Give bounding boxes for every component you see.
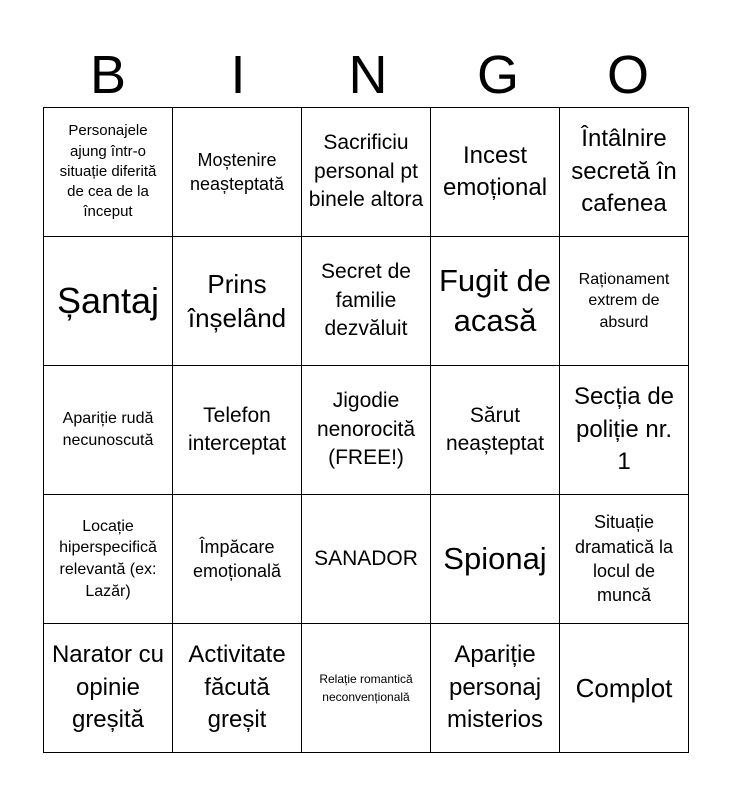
bingo-cell[interactable] [560,108,689,237]
cell-text: Incest emoțional [442,141,548,201]
cell-text: Spionaj [443,540,547,576]
bingo-cell[interactable] [302,624,431,753]
bingo-header [43,44,693,106]
bingo-cell[interactable] [431,108,560,237]
cell-text: Relație romantică neconvențională [319,672,413,704]
bingo-cell[interactable] [560,366,689,495]
bingo-cell[interactable] [173,495,302,624]
bingo-cell[interactable] [560,237,689,366]
header-letter-n: N [348,45,388,105]
cell-text: Personajele ajung într-o situație diferită de cea de la început [59,122,157,221]
cell-text: Sacrificiu personal pt binele altora [308,131,424,212]
bingo-cell[interactable] [431,624,560,753]
cell-text: Locație hiperspecifică relevantă (ex: Lazăr) [59,517,157,600]
cell-text: Sărut neașteptat [445,403,545,455]
bingo-cell[interactable] [44,495,173,624]
cell-text: Apariție personaj misterios [446,641,543,734]
header-letter-o: O [606,45,649,105]
cell-text: SANADOR [314,546,418,570]
cell-text: Șantaj [56,280,160,322]
bingo-cell[interactable] [44,624,173,753]
header-letter-g: G [476,45,519,105]
cell-text: Complot [575,672,673,703]
bingo-cell[interactable] [173,237,302,366]
cell-text: Apariție rudă necunoscută [62,410,154,449]
cell-text: Activitate făcută greșit [188,641,286,734]
cell-text: Împăcare emoțională [192,536,282,581]
bingo-grid [43,107,689,753]
cell-text: Raționament extrem de absurd [578,270,670,331]
bingo-cell[interactable] [302,495,431,624]
bingo-cell[interactable] [431,366,560,495]
bingo-cell[interactable] [560,495,689,624]
bingo-cell[interactable] [173,366,302,495]
bingo-cell[interactable] [44,366,173,495]
bingo-cell[interactable] [173,108,302,237]
bingo-cell[interactable] [302,366,431,495]
cell-text: Situație dramatică la locul de muncă [574,512,674,606]
bingo-cell[interactable] [431,495,560,624]
bingo-cell[interactable] [173,624,302,753]
cell-text: Fugit de acasă [438,262,551,338]
bingo-cell[interactable] [560,624,689,753]
bingo-cell[interactable] [44,108,173,237]
cell-text: Telefon interceptat [187,403,287,455]
header-letter-b: B [89,45,127,105]
cell-text: Narator cu opinie greșită [51,641,165,734]
bingo-cell[interactable] [431,237,560,366]
bingo-cell[interactable] [302,108,431,237]
cell-text: Secția de poliție nr. 1 [573,383,675,476]
cell-text: Jigodie nenorocită (FREE!) [316,389,416,470]
cell-text: Secret de familie dezvăluit [321,260,411,341]
cell-text: Întâlnire secretă în cafenea [571,125,677,218]
header-letter-i: I [230,45,246,105]
bingo-cell[interactable] [302,237,431,366]
cell-text: Prins înșelând [187,268,287,333]
bingo-cell[interactable] [44,237,173,366]
cell-text: Moștenire neașteptată [189,149,285,194]
